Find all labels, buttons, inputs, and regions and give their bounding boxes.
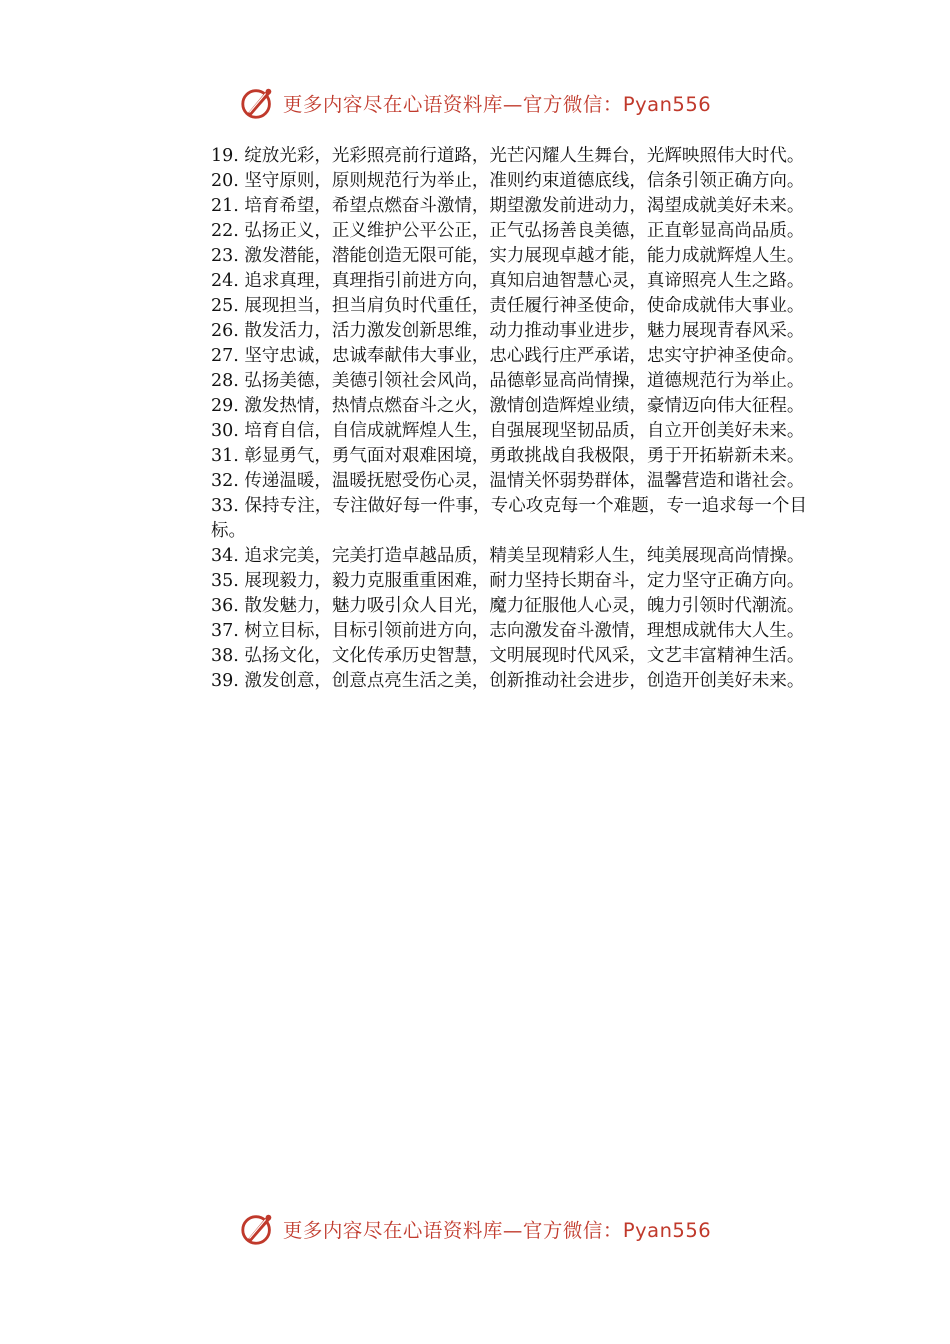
list-item: 38. 弘扬文化，文化传承历史智慧，文明展现时代风采，文艺丰富精神生活。 xyxy=(211,646,805,666)
header-banner-text: 更多内容尽在心语资料库—官方微信：Pyan556 xyxy=(282,93,712,116)
list-item: 31. 彰显勇气，勇气面对艰难困境，勇敢挑战自我极限，勇于开拓崭新未来。 xyxy=(211,446,805,466)
text-list xyxy=(211,144,807,694)
list-item: 28. 弘扬美德，美德引领社会风尚，品德彰显高尚情操，道德规范行为举止。 xyxy=(211,371,805,391)
footer-banner xyxy=(0,1208,950,1250)
footer-banner-text: 更多内容尽在心语资料库—官方微信：Pyan556 xyxy=(282,1219,712,1242)
list-item: 27. 坚守忠诚，忠诚奉献伟大事业，忠心践行庄严承诺，忠实守护神圣使命。 xyxy=(211,346,805,366)
list-item: 24. 追求真理，真理指引前进方向，真知启迪智慧心灵，真谛照亮人生之路。 xyxy=(211,271,805,291)
quill-pen-logo-icon xyxy=(239,1210,277,1248)
list-item: 30. 培育自信，自信成就辉煌人生，自强展现坚韧品质，自立开创美好未来。 xyxy=(211,421,805,441)
list-item: 36. 散发魅力，魅力吸引众人目光，魔力征服他人心灵，魄力引领时代潮流。 xyxy=(211,596,805,616)
list-item: 25. 展现担当，担当肩负时代重任，责任履行神圣使命，使命成就伟大事业。 xyxy=(211,296,805,316)
header-banner xyxy=(0,82,950,124)
list-item: 33. 保持专注，专注做好每一件事，专心攻克每一个难题，专一追求每一个目标。 xyxy=(211,496,807,541)
list-item: 22. 弘扬正义，正义维护公平公正，正气弘扬善良美德，正直彰显高尚品质。 xyxy=(211,221,805,241)
list-item: 21. 培育希望，希望点燃奋斗激情，期望激发前进动力，渴望成就美好未来。 xyxy=(211,196,805,216)
list-item: 34. 追求完美，完美打造卓越品质，精美呈现精彩人生，纯美展现高尚情操。 xyxy=(211,546,805,566)
list-item: 20. 坚守原则，原则规范行为举止，准则约束道德底线，信条引领正确方向。 xyxy=(211,171,805,191)
list-item: 26. 散发活力，活力激发创新思维，动力推动事业进步，魅力展现青春风采。 xyxy=(211,321,805,341)
list-item: 23. 激发潜能，潜能创造无限可能，实力展现卓越才能，能力成就辉煌人生。 xyxy=(211,246,805,266)
quill-pen-logo-icon xyxy=(239,84,277,122)
list-item: 35. 展现毅力，毅力克服重重困难，耐力坚持长期奋斗，定力坚守正确方向。 xyxy=(211,571,805,591)
list-item: 37. 树立目标，目标引领前进方向，志向激发奋斗激情，理想成就伟大人生。 xyxy=(211,621,805,641)
list-item: 32. 传递温暖，温暖抚慰受伤心灵，温情关怀弱势群体，温馨营造和谐社会。 xyxy=(211,471,805,491)
list-item: 29. 激发热情，热情点燃奋斗之火，激情创造辉煌业绩，豪情迈向伟大征程。 xyxy=(211,396,805,416)
list-item: 19. 绽放光彩，光彩照亮前行道路，光芒闪耀人生舞台，光辉映照伟大时代。 xyxy=(211,146,805,166)
list-item: 39. 激发创意，创意点亮生活之美，创新推动社会进步，创造开创美好未来。 xyxy=(211,671,805,691)
